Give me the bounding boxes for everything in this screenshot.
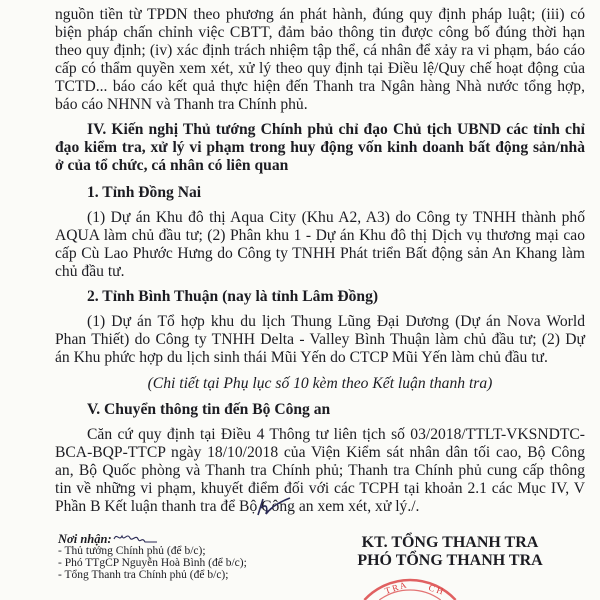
body-line: chủ đầu tư.: [55, 263, 125, 280]
body-line: AQUA làm chủ đầu tư; (2) Phân khu 1 - Dự án Khu đô thị Dịch vụ thương mại cao: [55, 227, 585, 244]
subsection-2-heading: 2. Tỉnh Bình Thuận (nay là tỉnh Lâm Đồng): [87, 288, 379, 305]
handwritten-initials: [254, 496, 294, 518]
body-line: Căn cứ quy định tại Điều 4 Thông tư liên tịch số 03/2018/TTLT-VKSNDTC-: [87, 426, 585, 443]
body-line: an, Bộ Quốc phòng và Thanh tra Chính phủ; Thanh tra Chính phủ cung cấp thông: [55, 462, 585, 479]
handwritten-initials: [112, 530, 160, 546]
recipient-item: - Tổng Thanh tra Chính phủ (để b/c);: [58, 569, 229, 581]
recipient-item: - Thủ tướng Chính phủ (để b/c);: [58, 545, 206, 557]
section-v-heading: V. Chuyển thông tin đến Bộ Công an: [87, 401, 331, 418]
body-line: án Khu phức hợp du lịch sinh thái Mũi Yến do CTCP Mũi Yến làm chủ đầu tư.: [55, 349, 548, 366]
body-line: tin về những vi phạm, khuyết điểm đối với các TCPH tại khoản 2.1 các Mục IV, V: [55, 480, 585, 497]
body-line: cấp Cù Lao Phước Hưng do Công ty TNHH Phát triển Bất động sản An Khang làm: [55, 245, 585, 262]
body-line: BCA-BQP-TTCP ngày 18/10/2018 của Viện Kiểm sát nhân dân tối cao, Bộ Công: [55, 444, 585, 461]
body-line: cấp có thẩm quyền xem xét, xử lý theo quy định tại Điều lệ/Quy chế hoạt động của: [55, 60, 585, 77]
body-line: TCTD... báo cáo kết quả thực hiện đến Thanh tra Ngân hàng Nhà nước tổng hợp,: [55, 78, 585, 95]
body-line: (1) Dự án Tổ hợp khu du lịch Thung Lũng Đại Dương (Dự án Nova World: [87, 313, 585, 330]
body-line: biện pháp chấn chỉnh việc CBTT, đảm bảo thông tin được công bố đúng thời hạn: [55, 24, 585, 41]
body-line: Phần B Kết luận thanh tra để Bộ Công an xem xét, xử lý./.: [55, 498, 420, 515]
signature-title: KT. TỔNG THANH TRA: [361, 534, 539, 551]
signature-subtitle: PHÓ TỔNG THANH TRA: [357, 552, 543, 569]
body-line: báo cáo NHNN và Thanh tra Chính phủ.: [55, 96, 308, 113]
svg-text:T R A: T R A: [383, 579, 408, 596]
subsection-1-heading: 1. Tỉnh Đồng Nai: [87, 184, 202, 201]
recipient-item: - Phó TTgCP Nguyễn Hoà Bình (để b/c);: [58, 557, 247, 569]
section-iv-heading: IV. Kiến nghị Thủ tướng Chính phủ chỉ đạo Chủ tịch UBND các tỉnh chỉ: [87, 121, 585, 138]
svg-text:C H: C H: [427, 582, 445, 597]
body-line: Phan Thiết) do Công ty TNHH Delta - Valley Bình Thuận làm chủ đầu tư; (2) Dự: [55, 331, 585, 348]
body-line: nguồn tiền từ TPDN theo phương án phát hành, đúng quy định pháp luật; (iii) có: [55, 6, 585, 23]
body-line: (1) Dự án Khu đô thị Aqua City (Khu A2, A3) do Công ty TNHH thành phố: [87, 209, 585, 226]
body-line: theo quy định; (iv) xác định trách nhiệm tập thể, cá nhân để xảy ra vi phạm, báo cáo: [55, 42, 585, 59]
official-stamp: [340, 570, 480, 600]
section-iv-heading: đạo kiểm tra, xử lý vi phạm trong huy động vốn kinh doanh bất động sản/nhà: [55, 139, 585, 156]
section-iv-heading: ở của tổ chức, cá nhân có liên quan: [55, 157, 289, 174]
recipients-title: Nơi nhận:: [58, 532, 112, 546]
appendix-note: (Chi tiết tại Phụ lục số 10 kèm theo Kết luận thanh tra): [147, 375, 493, 392]
